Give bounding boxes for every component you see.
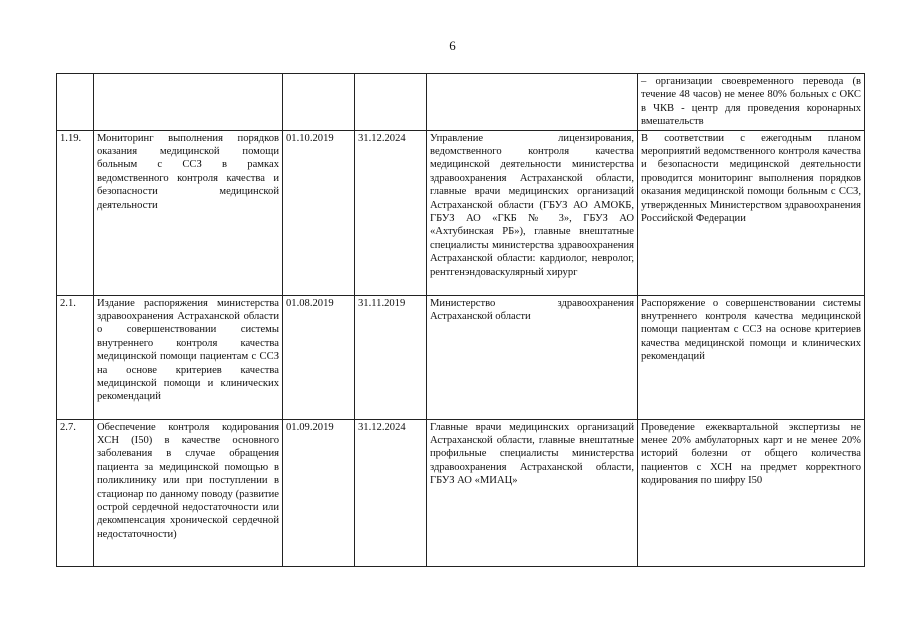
- end-date: 31.12.2024: [355, 130, 427, 295]
- row-number: [57, 74, 94, 131]
- row-number: 1.19.: [57, 130, 94, 295]
- measure-text: Обеспечение контроля кодирования ХСН (I50) в качестве основного заболевания в случае обращения пациента за медицинской помощью в поликлинику или при поступлении в стационар по данному поводу (развитие острой сердечной недостаточности или декомпенсация хронической сердечной недостаточности): [94, 419, 283, 566]
- measure-text: [94, 74, 283, 131]
- row-number: 2.1.: [57, 295, 94, 419]
- start-date: 01.09.2019: [283, 419, 355, 566]
- start-date: 01.10.2019: [283, 130, 355, 295]
- responsible-text: Главные врачи медицинских организаций Астраханской области, главные внештатные профильные специалисты министерства здравоохранения Астраханской области, ГБУЗ АО «МИАЦ»: [427, 419, 638, 566]
- responsible-text: Министерство здравоохранения Астраханской области: [427, 295, 638, 419]
- page-number: 6: [449, 38, 456, 53]
- row-number: 2.7.: [57, 419, 94, 566]
- end-date: [355, 74, 427, 131]
- measure-text: Мониторинг выполнения порядков оказания медицинской помощи больным с ССЗ в рамках ведомственного контроля качества и безопасности медицинской деятельности: [94, 130, 283, 295]
- end-date: 31.11.2019: [355, 295, 427, 419]
- table-row: [57, 130, 865, 295]
- measure-text: Издание распоряжения министерства здравоохранения Астраханской области о совершенствовании системы внутреннего контроля качества медицинской помощи пациентам с ССЗ на основе критериев качества медицинской помощи и клинических рекомендаций: [94, 295, 283, 419]
- end-date: 31.12.2024: [355, 419, 427, 566]
- table-row: [57, 419, 865, 566]
- result-text: В соответствии с ежегодным планом мероприятий ведомственного контроля качества и безопасности медицинской деятельности проводится мониторинг выполнения порядков оказания медицинской помощи больным с ССЗ, утвержденных Министерством здравоохранения Российской Федерации: [638, 130, 865, 295]
- measures-table: [56, 73, 865, 567]
- table-row: [57, 74, 865, 131]
- start-date: 01.08.2019: [283, 295, 355, 419]
- start-date: [283, 74, 355, 131]
- result-text: Проведение ежеквартальной экспертизы не менее 20% амбулаторных карт и не менее 20% историй болезни от общего количества пациентов с ХСН на предмет корректного кодирования по шифру I50: [638, 419, 865, 566]
- result-text: Распоряжение о совершенствовании системы внутреннего контроля качества медицинской помощи пациентам с ССЗ на основе критериев качества медицинской помощи и клинических рекомендаций: [638, 295, 865, 419]
- result-text: – организации своевременного перевода (в течение 48 часов) не менее 80% больных с ОКС в ЧКВ - центр для проведения коронарных вмешательств: [638, 74, 865, 131]
- responsible-text: Управление лицензирования, ведомственного контроля качества медицинской деятельности министерства здравоохранения Астраханской области, главные врачи медицинских организаций Астраханской области (ГБУЗ АО АМОКБ, ГБУЗ АО «ГКБ № 3», ГБУЗ АО «Ахтубинская РБ»), главные внештатные специалисты министерства здравоохранения Астраханской области: кардиолог, невролог, рентгенэндоваскулярный хирург: [427, 130, 638, 295]
- table-row: [57, 295, 865, 419]
- responsible-text: [427, 74, 638, 131]
